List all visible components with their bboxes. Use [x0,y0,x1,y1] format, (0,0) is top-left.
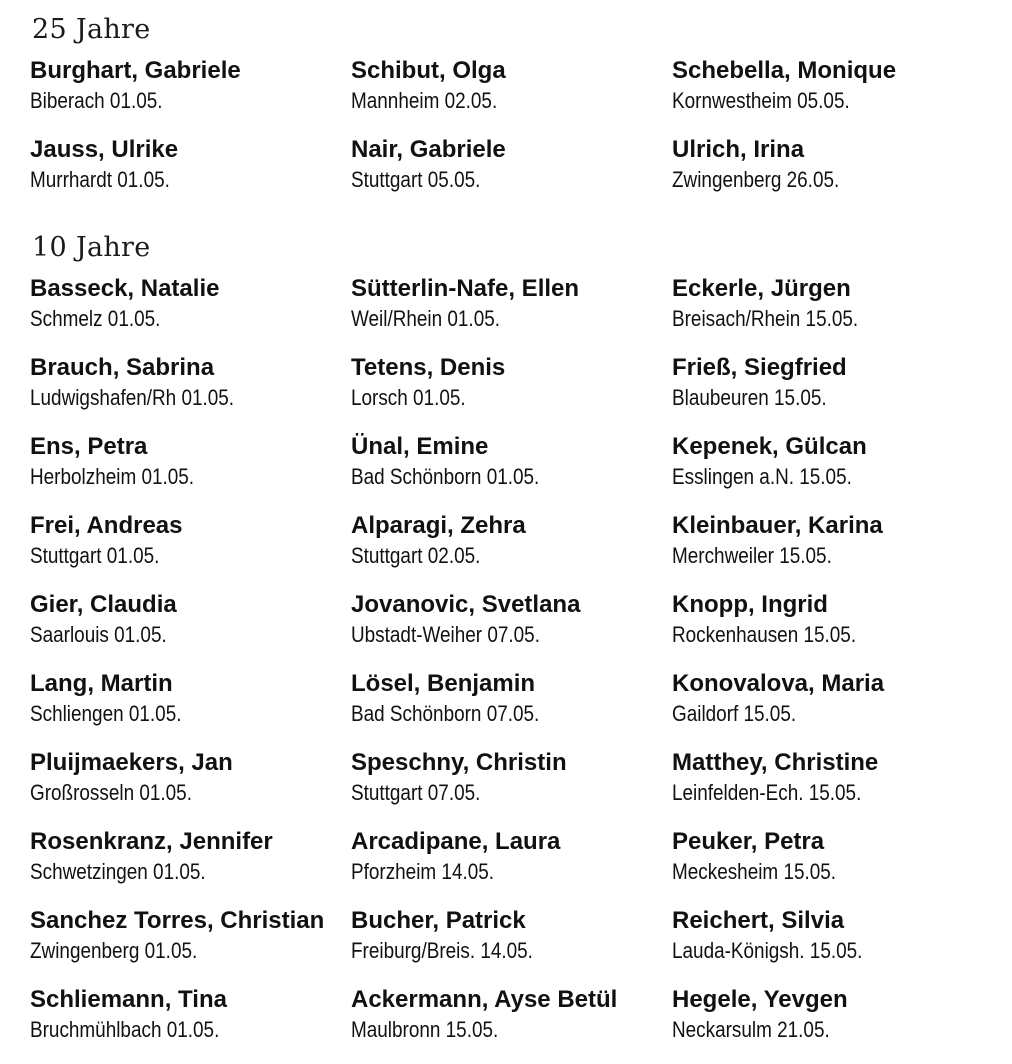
location-date: Stuttgart 02.05. [351,543,481,568]
list-item [672,669,990,748]
list-item [672,906,990,985]
person-name: Schliemann, Tina [30,986,227,1013]
person-name: Kleinbauer, Karina [672,512,883,539]
location-date: Lorsch 01.05. [351,385,466,410]
list-item [672,590,990,669]
location-date: Schwetzingen 01.05. [30,859,206,884]
list-item [351,56,672,135]
list-item [351,906,672,985]
person-name: Alparagi, Zehra [351,512,526,539]
person-name: Schibut, Olga [351,57,506,84]
person-name: Sütterlin-Nafe, Ellen [351,275,580,302]
location-date: Merchweiler 15.05. [672,543,832,568]
location-date: Lauda-Königsh. 15.05. [672,938,863,963]
list-item [672,985,990,1064]
location-date: Saarlouis 01.05. [30,622,167,647]
person-name: Knopp, Ingrid [672,591,828,618]
location-date: Stuttgart 07.05. [351,780,481,805]
location-date: Weil/Rhein 01.05. [351,306,500,331]
list-item [351,511,672,590]
location-date: Neckarsulm 21.05. [672,1017,830,1042]
location-date: Zwingenberg 01.05. [30,938,198,963]
location-date: Bad Schönborn 01.05. [351,464,540,489]
list-item [672,274,990,353]
list-item [351,669,672,748]
person-name: Brauch, Sabrina [30,354,215,381]
list-item [672,135,990,214]
location-date: Rockenhausen 15.05. [672,622,857,647]
list-item [30,274,351,353]
list-item [672,432,990,511]
list-item [351,432,672,511]
person-name: Jauss, Ulrike [30,136,179,163]
location-date: Murrhardt 01.05. [30,167,170,192]
location-date: Gaildorf 15.05. [672,701,797,726]
location-date: Ludwigshafen/Rh 01.05. [30,385,235,410]
list-item [30,590,351,669]
person-name: Hegele, Yevgen [672,986,848,1013]
section-heading-10-jahre: 10 Jahre [32,232,151,263]
person-name: Matthey, Christine [672,749,879,776]
person-name: Gier, Claudia [30,591,177,618]
location-date: Stuttgart 05.05. [351,167,481,192]
person-name: Kepenek, Gülcan [672,433,867,460]
list-item [672,353,990,432]
location-date: Ubstadt-Weiher 07.05. [351,622,540,647]
person-name: Ackermann, Ayse Betül [351,986,618,1013]
person-name: Sanchez Torres, Christian [30,907,325,934]
location-date: Herbolzheim 01.05. [30,464,195,489]
person-name: Pluijmaekers, Jan [30,749,233,776]
location-date: Zwingenberg 26.05. [672,167,840,192]
location-date: Biberach 01.05. [30,88,163,113]
person-name: Basseck, Natalie [30,275,220,302]
location-date: Leinfelden-Ech. 15.05. [672,780,862,805]
person-name: Frei, Andreas [30,512,183,539]
location-date: Breisach/Rhein 15.05. [672,306,859,331]
list-item [351,135,672,214]
person-name: Konovalova, Maria [672,670,885,697]
location-date: Pforzheim 14.05. [351,859,495,884]
person-name: Lang, Martin [30,670,173,697]
anniversary-grid-25-jahre [30,56,990,214]
location-date: Maulbronn 15.05. [351,1017,499,1042]
person-name: Burghart, Gabriele [30,57,241,84]
person-name: Lösel, Benjamin [351,670,536,697]
person-name: Tetens, Denis [351,354,506,381]
list-item [672,511,990,590]
location-date: Kornwestheim 05.05. [672,88,850,113]
person-name: Schebella, Monique [672,57,897,84]
location-date: Großrosseln 01.05. [30,780,192,805]
list-item [672,748,990,827]
person-name: Arcadipane, Laura [351,828,561,855]
person-name: Eckerle, Jürgen [672,275,851,302]
list-item [30,669,351,748]
list-item [30,748,351,827]
location-date: Schliengen 01.05. [30,701,182,726]
list-item [351,827,672,906]
list-item [351,274,672,353]
location-date: Meckesheim 15.05. [672,859,837,884]
list-item [672,56,990,135]
person-name: Speschny, Christin [351,749,567,776]
person-name: Frieß, Siegfried [672,354,847,381]
location-date: Freiburg/Breis. 14.05. [351,938,533,963]
location-date: Bruchmühlbach 01.05. [30,1017,220,1042]
location-date: Esslingen a.N. 15.05. [672,464,852,489]
location-date: Blaubeuren 15.05. [672,385,827,410]
list-item [672,827,990,906]
location-date: Bad Schönborn 07.05. [351,701,540,726]
list-item [351,353,672,432]
person-name: Ulrich, Irina [672,136,805,163]
location-date: Stuttgart 01.05. [30,543,160,568]
list-item [30,906,351,985]
person-name: Rosenkranz, Jennifer [30,828,273,855]
list-item [30,827,351,906]
person-name: Ünal, Emine [351,433,489,460]
person-name: Reichert, Silvia [672,907,845,934]
list-item [30,56,351,135]
list-item [30,985,351,1064]
list-item [351,748,672,827]
location-date: Schmelz 01.05. [30,306,161,331]
section-heading-25-jahre: 25 Jahre [32,14,151,45]
list-item [351,590,672,669]
list-item [30,511,351,590]
anniversary-grid-10-jahre [30,274,990,1064]
location-date: Mannheim 02.05. [351,88,498,113]
person-name: Nair, Gabriele [351,136,506,163]
person-name: Ens, Petra [30,433,148,460]
list-item [30,353,351,432]
person-name: Peuker, Petra [672,828,825,855]
list-item [30,135,351,214]
person-name: Jovanovic, Svetlana [351,591,581,618]
person-name: Bucher, Patrick [351,907,526,934]
list-item [351,985,672,1064]
list-item [30,432,351,511]
